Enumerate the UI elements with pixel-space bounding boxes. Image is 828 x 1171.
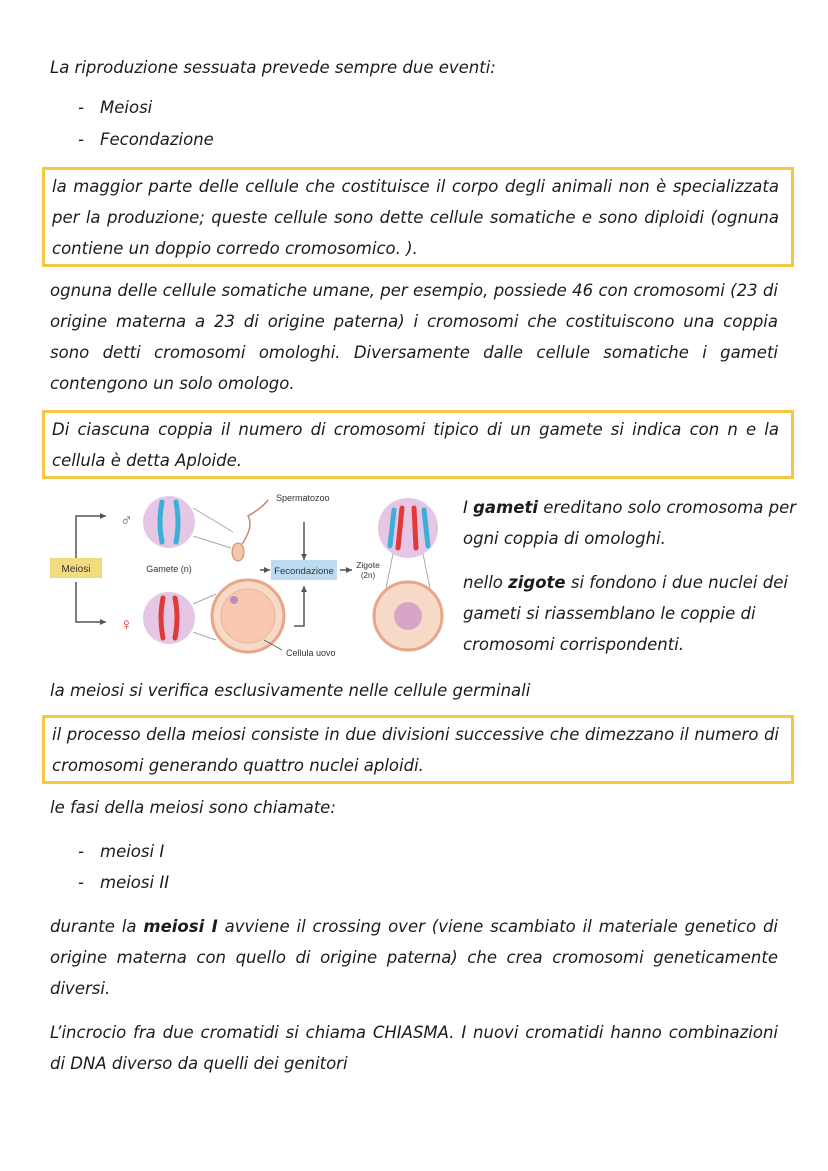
phases-intro: le fasi della meiosi sono chiamate: — [50, 798, 336, 817]
meiosi-label: Meiosi — [61, 564, 91, 575]
intro-text: La riproduzione sessuata prevede sempre due eventi: — [50, 58, 496, 77]
list-item: - meiosi I — [78, 842, 165, 861]
list-item: - meiosi II — [78, 873, 170, 892]
germinal-text: la meiosi si verifica esclusivamente nelle cellule germinali — [50, 681, 531, 700]
highlight-box-aploide: Di ciascuna coppia il numero di cromosomi tipico di un gamete si indica con n e la cellula è detta Aploide. — [42, 410, 794, 479]
zigote-2n-label: (2n) — [360, 571, 376, 580]
gameti-text: I gameti ereditano solo cromosoma per ogni coppia di omologhi. — [463, 498, 797, 548]
fecondazione-label: Fecondazione — [274, 566, 334, 577]
list-item: - Meiosi — [78, 98, 153, 117]
sperm-gamete-circle — [143, 496, 195, 548]
zigote-text: nello zigote si fondono i due nuclei dei gameti si riassemblano le coppie di cromosomi corrispondenti. — [463, 573, 788, 654]
spermatozoon-head — [232, 543, 244, 561]
paragraph-crossing-over: durante la meiosi I avviene il crossing over (viene scambiato il materiale genetico di origine materna con quello di origine paterna) che crea cromosomi geneticamente diversi. — [50, 917, 778, 998]
highlight-box-meiosis-process: il processo della meiosi consiste in due divisioni successive che dimezzano il numero di cromosomi generando quattro nuclei aploidi. — [42, 715, 794, 784]
spermatozoo-label: Spermatozoo — [276, 493, 330, 503]
egg-gamete-circle — [143, 592, 195, 644]
female-symbol: ♀ — [120, 615, 133, 634]
paragraph-somatic-cells: ognuna delle cellule somatiche umane, per esempio, possiede 46 con cromosomi (23 di origine materna a 23 di origine paterna) i cromosomi che costituiscono una coppia sono detti cromosomi omologhi. Diversamente dalle cellule somatiche i gameti contengono un solo omologo. — [50, 281, 778, 393]
highlight-box-somatic: la maggior parte delle cellule che costituisce il corpo degli animali non è specializzata per la produzione; queste cellule sono dette cellule somatiche e sono diploidi (ognuna contiene un doppio corredo cromosomico. ). — [42, 167, 794, 267]
cellula-uovo-label: Cellula uovo — [286, 648, 336, 658]
zygote-chromosomes-circle — [378, 498, 438, 558]
meiosis-fertilization-diagram — [48, 490, 448, 662]
male-symbol: ♂ — [120, 511, 133, 530]
zigote-label: Zigote — [356, 560, 380, 570]
list-item: - Fecondazione — [78, 130, 214, 149]
paragraph-chiasma: L’incrocio fra due cromatidi si chiama CHIASMA. I nuovi cromatidi hanno combinazioni di DNA diverso da quelli dei genitori — [50, 1023, 778, 1073]
gamete-label: Gamete (n) — [146, 564, 192, 574]
